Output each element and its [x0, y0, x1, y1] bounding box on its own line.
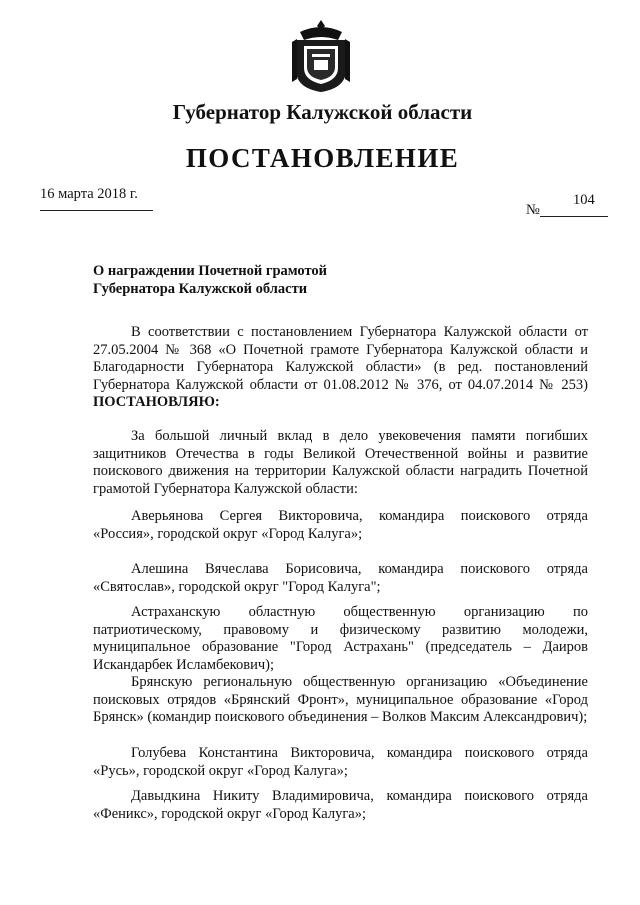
awardee-item: Давыдкина Никиту Владимировича, командира поискового отряда «Феникс», городской округ «Город Калуга»; [93, 788, 588, 822]
document-number: 104 [573, 192, 595, 208]
number-sign: № [526, 202, 540, 218]
coat-of-arms-icon [290, 18, 352, 94]
intro-paragraph: За большой личный вклад в дело увековечения памяти погибших защитников Отечества в годы Великой Отечественной войны и развитие поискового движения на территории Калужской области наградить Почетной грамотой Губернатора Калужской области: [93, 428, 588, 497]
awardee-item: Голубева Константина Викторовича, командира поискового отряда «Русь», городской округ «Город Калуга»; [93, 745, 588, 779]
document-subject [93, 262, 327, 298]
document-type: ПОСТАНОВЛЕНИЕ [185, 143, 460, 173]
awardee-item: Алешина Вячеслава Борисовича, командира поискового отряда «Святослав», городской округ "Город Калуга"; [93, 561, 588, 595]
awardee-item: Аверьянова Сергея Викторовича, командира поискового отряда «Россия», городской округ «Город Калуга»; [93, 508, 588, 542]
number-underline [540, 216, 608, 217]
document-date: 16 марта 2018 г. [40, 186, 138, 202]
awardee-item: Астраханскую областную общественную организацию по патриотическому, правовому и физическому развитию молодежи, муниципальное образование "Город Астрахань" (председатель – Даиров Искандарбек Исламбекович); [93, 604, 588, 673]
subject-line-1: О награждении Почетной грамотой [93, 263, 328, 279]
issuer-title: Губернатор Калужской области [172, 100, 473, 124]
awardee-item: Брянскую региональную общественную организацию «Объединение поисковых отрядов «Брянский Фронт», муниципальное образование «Город Брянск» (командир поискового объединения – Волков Максим Александрович); [93, 674, 588, 725]
subject-line-2: Губернатора Калужской области [93, 281, 308, 297]
decree-word: ПОСТАНОВЛЯЮ: [93, 394, 220, 410]
preamble-paragraph [93, 324, 588, 412]
preamble-text: В соответствии с постановлением Губернатора Калужской области от 27.05.2004 № 368 «О Почетной грамоте Губернатора Калужской области и Благодарности Губернатора Калужской области» (в ред. постановлений Губернатора Калужской области от 01.08.2012 № 376, от 04.07.2014 № 253) [93, 324, 588, 393]
date-underline [40, 210, 153, 211]
